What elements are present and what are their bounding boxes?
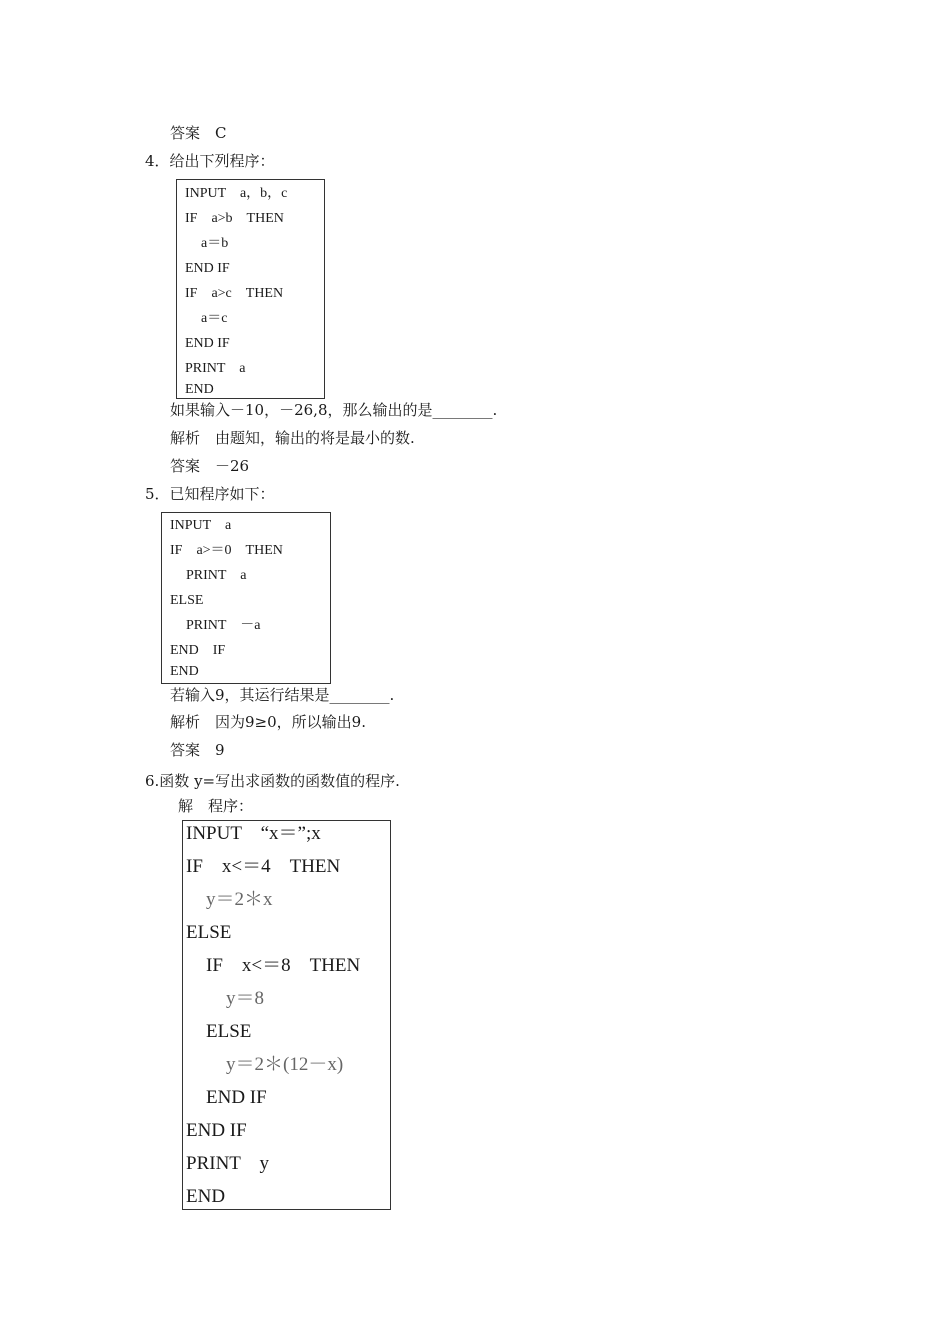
q3-answer: 答案 C [170, 124, 227, 142]
q4-title: 4．给出下列程序： [145, 152, 275, 170]
q6-code-line: END IF [206, 1087, 267, 1108]
q4-question: 如果输入－10，－26,8，那么输出的是________. [170, 401, 498, 419]
q4-code-line: PRINT a [185, 361, 246, 376]
q6-code-line: PRINT y [186, 1153, 270, 1174]
q6-solution-label: 解 程序： [178, 797, 254, 815]
q5-code-line: PRINT －a [186, 618, 261, 633]
q6-code-line: y＝8 [226, 988, 265, 1009]
q4-code-line: IF a>b THEN [185, 211, 284, 226]
q5-code-line: END IF [170, 643, 226, 658]
q6-code-line: ELSE [206, 1021, 252, 1042]
q4-code-line: a＝c [201, 311, 228, 326]
q5-title: 5．已知程序如下： [145, 485, 275, 503]
q6-code-line: END IF [186, 1120, 247, 1141]
q5-code-line: IF a>＝0 THEN [170, 543, 283, 558]
q6-title: 6.函数 y=写出求函数的函数值的程序. [145, 772, 400, 790]
q5-analysis: 解析 因为9≥0，所以输出9. [170, 713, 366, 731]
q6-code-line: END [186, 1186, 226, 1207]
q4-code-line: END [185, 382, 214, 397]
q5-code-line: END [170, 664, 199, 679]
q6-code-line: y＝2＊(12－x) [226, 1054, 344, 1075]
q6-code-line: IF x<＝8 THEN [206, 955, 361, 976]
q6-code-line: y＝2＊x [206, 889, 273, 910]
q5-code-line: INPUT a [170, 518, 232, 533]
q4-code-line: END IF [185, 336, 230, 351]
q5-code-line: ELSE [170, 593, 204, 608]
q4-code-line: END IF [185, 261, 230, 276]
q6-code-line: ELSE [186, 922, 232, 943]
q5-code-line: PRINT a [186, 568, 247, 583]
q6-code-line: INPUT “x＝”;x [186, 823, 321, 844]
q4-code-line: INPUT a，b，c [185, 186, 288, 201]
q5-question: 若输入9，其运行结果是________. [170, 686, 395, 704]
q4-analysis: 解析 由题知，输出的将是最小的数. [170, 429, 415, 447]
q4-code-line: a＝b [201, 236, 229, 251]
q4-answer: 答案 －26 [170, 457, 250, 475]
q6-code-box [182, 820, 391, 1210]
q6-code-line: IF x<＝4 THEN [186, 856, 341, 877]
q5-answer: 答案 9 [170, 741, 225, 759]
q4-code-line: IF a>c THEN [185, 286, 284, 301]
